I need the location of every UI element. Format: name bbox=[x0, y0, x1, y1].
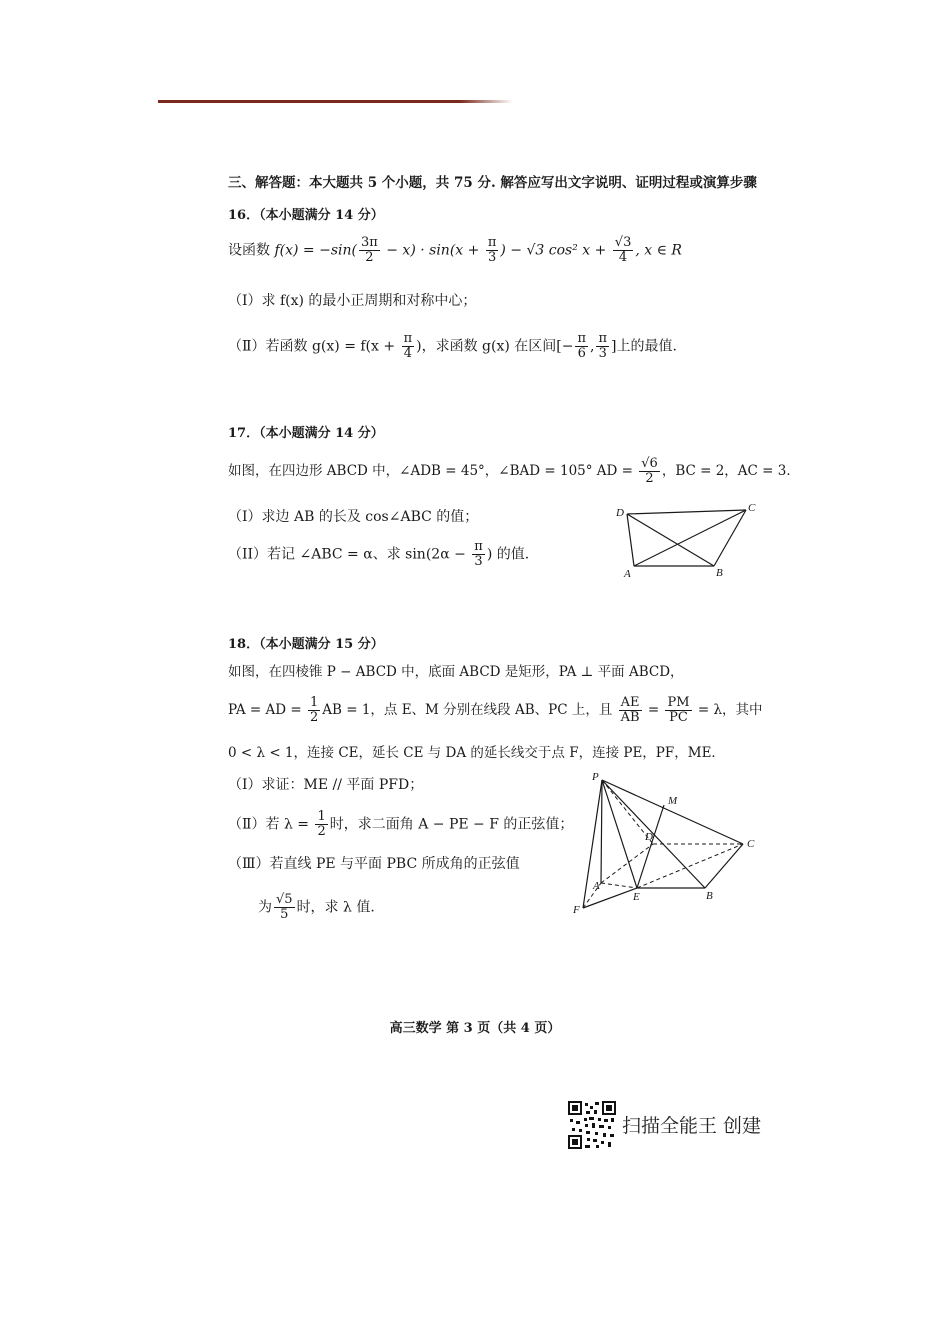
q17-stmt-b: ，BC = 2，AC = 3． bbox=[661, 463, 800, 479]
q18-edge-pb bbox=[602, 780, 705, 888]
q16-frac2-num: π bbox=[487, 235, 497, 250]
q16-frac3-den: 4 bbox=[618, 250, 628, 265]
q17-part2-b: ) 的值. bbox=[486, 546, 530, 563]
q18-label-d: D bbox=[645, 831, 653, 843]
q18-line3: 0 < λ < 1，连接 CE，延长 CE 与 DA 的延长线交于点 F，连接 PE，PF，ME． bbox=[228, 745, 725, 761]
q18-edge-ae bbox=[601, 883, 637, 888]
q17-part2-frac-num: π bbox=[474, 539, 483, 554]
q16-part2-frac2 bbox=[575, 332, 588, 361]
q18-part1: （Ⅰ）求证：ME // 平面 PFD； bbox=[228, 777, 424, 793]
q17-diag-db bbox=[627, 514, 714, 566]
q16-frac3-num: √3 bbox=[614, 235, 632, 250]
q18-part3b-frac bbox=[274, 893, 295, 922]
header-rule bbox=[158, 100, 513, 103]
q18-line2-c: = bbox=[643, 702, 664, 718]
q18-part3b-b: 时，求 λ 值. bbox=[296, 899, 375, 916]
q18-part3b-a: 为 bbox=[258, 899, 272, 916]
scanner-watermark: 扫描全能王 创建 bbox=[622, 1115, 762, 1137]
q17-statement bbox=[228, 457, 800, 486]
q17-part2-frac-den: 3 bbox=[474, 554, 483, 569]
q18-line2-frac3-num: PM bbox=[667, 695, 690, 710]
q17-title: 17．（本小题满分 14 分） bbox=[228, 426, 384, 441]
q17-edge-da bbox=[627, 514, 634, 566]
q18-edge-em bbox=[637, 805, 664, 888]
q18-edge-pa bbox=[601, 780, 602, 883]
q18-title: 18．（本小题满分 15 分） bbox=[228, 637, 384, 652]
q16-part2-b: )，求函数 g(x) 在区间[− bbox=[416, 338, 574, 355]
q18-line2-frac1 bbox=[308, 696, 320, 725]
q18-line2-frac1-den: 2 bbox=[309, 710, 319, 725]
q18-line2 bbox=[228, 696, 763, 725]
section-heading: 三、解答题：本大题共 5 个小题，共 75 分. 解答应写出文字说明、证明过程或演算步骤 bbox=[228, 175, 757, 191]
q16-part2-frac1-num: π bbox=[403, 331, 413, 346]
q16-frac1 bbox=[359, 236, 380, 265]
q17-label-b: B bbox=[716, 567, 723, 579]
q17-frac-num: √6 bbox=[641, 456, 658, 471]
q18-label-p: P bbox=[592, 771, 599, 783]
q18-line2-b: AB = 1，点 E、M 分别在线段 AB、PC 上，且 bbox=[322, 702, 617, 718]
q17-part1: （I）求边 AB 的长及 cos∠ABC 的值； bbox=[228, 509, 479, 525]
q16-prefix: 设函数 bbox=[228, 242, 270, 259]
q17-part2-frac bbox=[472, 540, 485, 569]
q18-edge-pe bbox=[602, 780, 637, 888]
q16-part2-a: （Ⅱ）若函数 g(x) = f(x + bbox=[228, 338, 400, 355]
q16-fx: f(x) = −sin( bbox=[274, 242, 357, 259]
q17-label-a: A bbox=[624, 568, 631, 580]
q18-part3b-frac-num: √5 bbox=[276, 892, 293, 907]
q16-title: 16．（本小题满分 14 分） bbox=[228, 208, 384, 223]
q18-line2-frac3-den: PC bbox=[669, 710, 688, 725]
q16-frac2-den: 3 bbox=[487, 250, 497, 265]
q18-line2-a: PA = AD = bbox=[228, 702, 306, 718]
q18-line2-frac2-num: AE bbox=[619, 696, 642, 711]
q18-part3b bbox=[258, 893, 375, 922]
q16-frac1-den: 2 bbox=[365, 250, 374, 265]
q18-label-a: A bbox=[593, 880, 600, 892]
q16-part2-frac3-num: π bbox=[598, 331, 607, 346]
q16-function bbox=[228, 236, 682, 265]
q17-label-d: D bbox=[616, 507, 624, 519]
q18-pyramid-figure bbox=[565, 768, 770, 920]
qr-code-icon bbox=[568, 1101, 616, 1149]
q18-edge-fe bbox=[583, 888, 637, 908]
q18-part2-frac-den: 2 bbox=[317, 824, 326, 839]
q17-edge-cd bbox=[627, 510, 746, 514]
q18-part2 bbox=[228, 810, 573, 839]
q16-frac2 bbox=[486, 236, 499, 265]
q18-line2-frac3 bbox=[665, 696, 691, 725]
q16-part2-frac1 bbox=[402, 332, 415, 361]
q17-diag-ac bbox=[634, 510, 746, 566]
q18-edge-ec bbox=[637, 844, 743, 888]
q17-quadrilateral-figure bbox=[610, 500, 760, 580]
q16-part2-frac1-den: 4 bbox=[403, 346, 412, 361]
q16-part2-frac2-num: π bbox=[577, 331, 586, 346]
q18-label-c: C bbox=[747, 838, 755, 850]
q17-part2 bbox=[228, 540, 529, 569]
q18-part2-b: 时，求二面角 A − PE − F 的正弦值； bbox=[329, 816, 574, 833]
q18-line2-frac2 bbox=[619, 696, 642, 725]
q16-part2-d: ]上的最值. bbox=[611, 338, 677, 355]
q16-part2-c: , bbox=[590, 338, 595, 355]
q18-line2-d: = λ，其中 bbox=[693, 702, 763, 718]
q16-part2-frac2-den: 6 bbox=[577, 346, 586, 361]
q16-part1: （Ⅰ）求 f(x) 的最小正周期和对称中心； bbox=[228, 293, 477, 309]
q18-line2-frac2-den: AB bbox=[620, 710, 640, 725]
q16-part2-frac3-den: 3 bbox=[598, 346, 607, 361]
q18-label-m: M bbox=[668, 795, 678, 807]
q18-label-e: E bbox=[633, 891, 640, 903]
q16-part2-frac3 bbox=[596, 332, 609, 361]
q16-tail: , x ∈ R bbox=[635, 242, 682, 259]
q17-frac bbox=[639, 457, 660, 486]
q17-stmt-a: 如图，在四边形 ABCD 中，∠ADB = 45°，∠BAD = 105° AD = bbox=[228, 463, 638, 479]
q16-mid2: ) − √3 cos² x + bbox=[500, 242, 611, 259]
q16-frac1-num: 3π bbox=[360, 235, 378, 250]
q18-line1: 如图，在四棱锥 P − ABCD 中，底面 ABCD 是矩形，PA ⊥ 平面 ABCD， bbox=[228, 664, 684, 680]
q18-part2-frac-num: 1 bbox=[317, 809, 326, 824]
q17-label-c: C bbox=[748, 502, 756, 514]
q17-frac-den: 2 bbox=[645, 471, 654, 486]
q18-part2-a: （Ⅱ）若 λ = bbox=[228, 816, 314, 833]
page-footer: 高三数学 第 3 页（共 4 页） bbox=[389, 1021, 561, 1036]
q18-edge-pc bbox=[602, 780, 743, 844]
q18-label-f: F bbox=[573, 904, 580, 916]
q18-label-b: B bbox=[706, 890, 713, 902]
q16-part2 bbox=[228, 332, 677, 361]
q18-line2-frac1-num: 1 bbox=[309, 695, 319, 710]
q18-part3: （Ⅲ）若直线 PE 与平面 PBC 所成角的正弦值 bbox=[228, 856, 520, 872]
q18-edge-bc bbox=[705, 844, 743, 888]
q18-part2-frac bbox=[315, 810, 327, 839]
q17-part2-a: （II）若记 ∠ABC = α、求 sin(2α − bbox=[228, 546, 471, 563]
q16-frac3 bbox=[613, 236, 634, 265]
q18-part3b-frac-den: 5 bbox=[280, 907, 289, 922]
q16-mid1: − x) · sin(x + bbox=[381, 242, 484, 259]
